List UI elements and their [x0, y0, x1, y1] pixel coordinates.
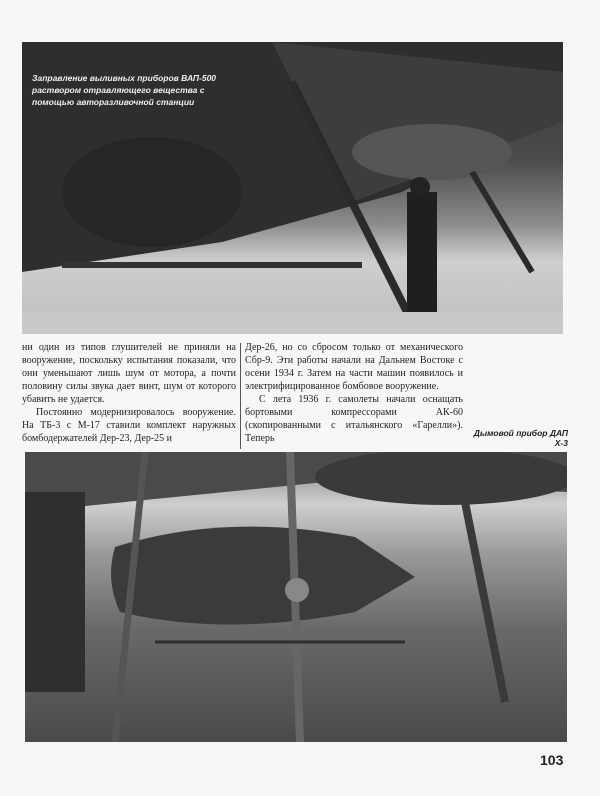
- photo-illustration: [25, 452, 567, 742]
- page-number: 103: [540, 752, 564, 768]
- paragraph: Постоянно модернизировалось вооружение. На ТБ-3 с М-17 ставили комплект наружных бомбодержателей Дер-23, Дер-25 и: [22, 407, 236, 444]
- text-column-right: [245, 341, 463, 445]
- column-divider: [240, 343, 241, 449]
- photo-caption: Заправление выливных приборов ВАП-500 раствором отравляющего вещества с помощью авторазливочной станции: [32, 73, 217, 107]
- paragraph: ни один из типов глушителей не приняли на вооружение, поскольку испытания показали, что они уменьшают лишь шум от мотора, а почти половину силы звука дает винт, шум от которого убавить не удается.: [22, 342, 236, 405]
- photo-caption: Дымовой прибор ДАП Х-3: [473, 428, 568, 448]
- text-column-left: [22, 341, 236, 445]
- paragraph: Дер-26, но со сбросом только от механического Сбр-9. Эти работы начали на Дальнем Востоке с осени 1934 г. Затем на части машин появилось и электрифицированное бомбовое вооружение.: [245, 342, 463, 392]
- photo-smoke-device: [25, 452, 567, 742]
- photo-aircraft-refueling: [22, 42, 563, 334]
- paragraph: С лета 1936 г. самолеты начали оснащать бортовыми компрессорами АК-60 (скопированными с итальянского «Гарелли»). Теперь: [245, 394, 463, 444]
